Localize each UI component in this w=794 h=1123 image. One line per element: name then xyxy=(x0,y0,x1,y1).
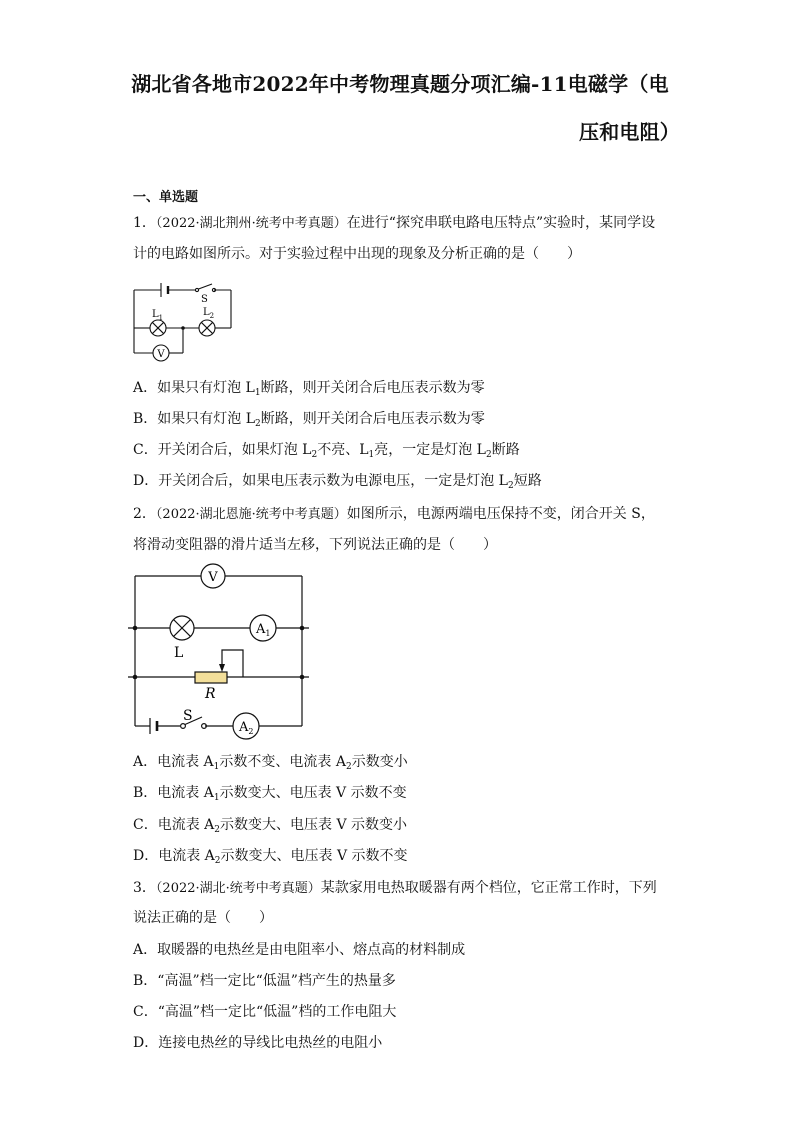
q2-stem-line-2: 将滑动变阻器的滑片适当左移，下列说法正确的是（ ） xyxy=(133,537,497,553)
q1-stem-line-1 xyxy=(133,212,655,235)
q1-voltmeter-label: V xyxy=(157,349,165,360)
q3-stem-line-1 xyxy=(133,877,657,900)
q1-number: 1． xyxy=(133,215,156,231)
q2-circuit-diagram xyxy=(125,562,310,742)
q1-circuit-diagram xyxy=(125,280,240,365)
q2-number: 2． xyxy=(133,506,156,522)
q2-stem-text: 如图所示，电源两端电压保持不变，闭合开关 S， xyxy=(346,506,655,522)
section-heading: 一、单选题 xyxy=(133,190,199,205)
q3-source: （2022·湖北·统考中考真题） xyxy=(155,881,321,896)
q2-option-b: B．电流表 $A_1$示数变大、电压表 V 示数不变 xyxy=(133,785,407,803)
q1-switch-label: S xyxy=(201,294,208,305)
q1-option-d: D．开关闭合后，如果电压表示数为电源电压，一定是灯泡 $L_2$短路 xyxy=(133,473,542,491)
q2-voltmeter-label: V xyxy=(208,570,218,585)
q1-source: （2022·湖北荆州·统考中考真题） xyxy=(155,216,347,231)
q1-lamp-l1-label: $L_1$ xyxy=(152,309,164,322)
q2-ammeter-a1-label: $A_1$ xyxy=(256,622,271,638)
title-line-1: 湖北省各地市2022年中考物理真题分项汇编-11电磁学（电 xyxy=(131,72,669,96)
q3-option-a: A．取暖器的电热丝是由电阻率小、熔点高的材料制成 xyxy=(133,942,466,958)
q2-slider-arrow-icon xyxy=(219,664,225,672)
title-line-2: 压和电阻） xyxy=(579,120,680,144)
q1-option-c: C．开关闭合后，如果灯泡 $L_2$不亮、$L_1$亮，一定是灯泡 $L_2$断路 xyxy=(133,442,520,460)
q2-switch-label: S xyxy=(183,708,193,724)
q2-source: （2022·湖北恩施·统考中考真题） xyxy=(155,507,347,522)
q2-option-a: A．电流表 $A_1$示数不变、电流表 $A_2$示数变小 xyxy=(133,754,408,772)
q3-option-d: D．连接电热丝的导线比电热丝的电阻小 xyxy=(133,1035,383,1051)
q3-option-b: B．“高温”档一定比“低温”档产生的热量多 xyxy=(133,973,396,989)
q2-stem-line-1 xyxy=(133,503,655,526)
q3-number: 3． xyxy=(133,880,156,896)
q2-lamp-label: L xyxy=(174,645,184,661)
q1-option-b: B．如果只有灯泡 $L_2$断路，则开关闭合后电压表示数为零 xyxy=(133,411,485,429)
q2-rheostat-icon xyxy=(195,672,227,683)
q1-lamp-l2-icon xyxy=(199,320,215,336)
q1-lamp-l1-icon xyxy=(150,320,166,336)
q2-ammeter-a2-label: $A_2$ xyxy=(239,720,254,736)
q1-stem-line-2: 计的电路如图所示。对于实验过程中出现的现象及分析正确的是（ ） xyxy=(133,246,581,262)
q2-lamp-icon xyxy=(170,616,194,640)
q2-option-d: D．电流表 $A_2$示数变大、电压表 V 示数不变 xyxy=(133,848,408,866)
q2-option-c: C．电流表 $A_2$示数变大、电压表 V 示数变小 xyxy=(133,817,408,835)
q1-battery-symbol xyxy=(161,283,168,297)
q3-stem-line-2: 说法正确的是（ ） xyxy=(133,910,273,926)
q1-stem-text: 在进行“探究串联电路电压特点”实验时，某同学设 xyxy=(346,215,656,231)
q1-option-a: A．如果只有灯泡 $L_1$断路，则开关闭合后电压表示数为零 xyxy=(133,380,485,398)
q2-battery-symbol xyxy=(150,718,157,734)
q3-option-c: C．“高温”档一定比“低温”档的工作电阻大 xyxy=(133,1004,397,1020)
document-title xyxy=(120,64,680,152)
q3-stem-text: 某款家用电热取暖器有两个档位，它正常工作时，下列 xyxy=(320,880,657,896)
q1-lamp-l2-label: $L_2$ xyxy=(203,307,215,320)
q2-rheostat-label: R xyxy=(205,686,216,702)
